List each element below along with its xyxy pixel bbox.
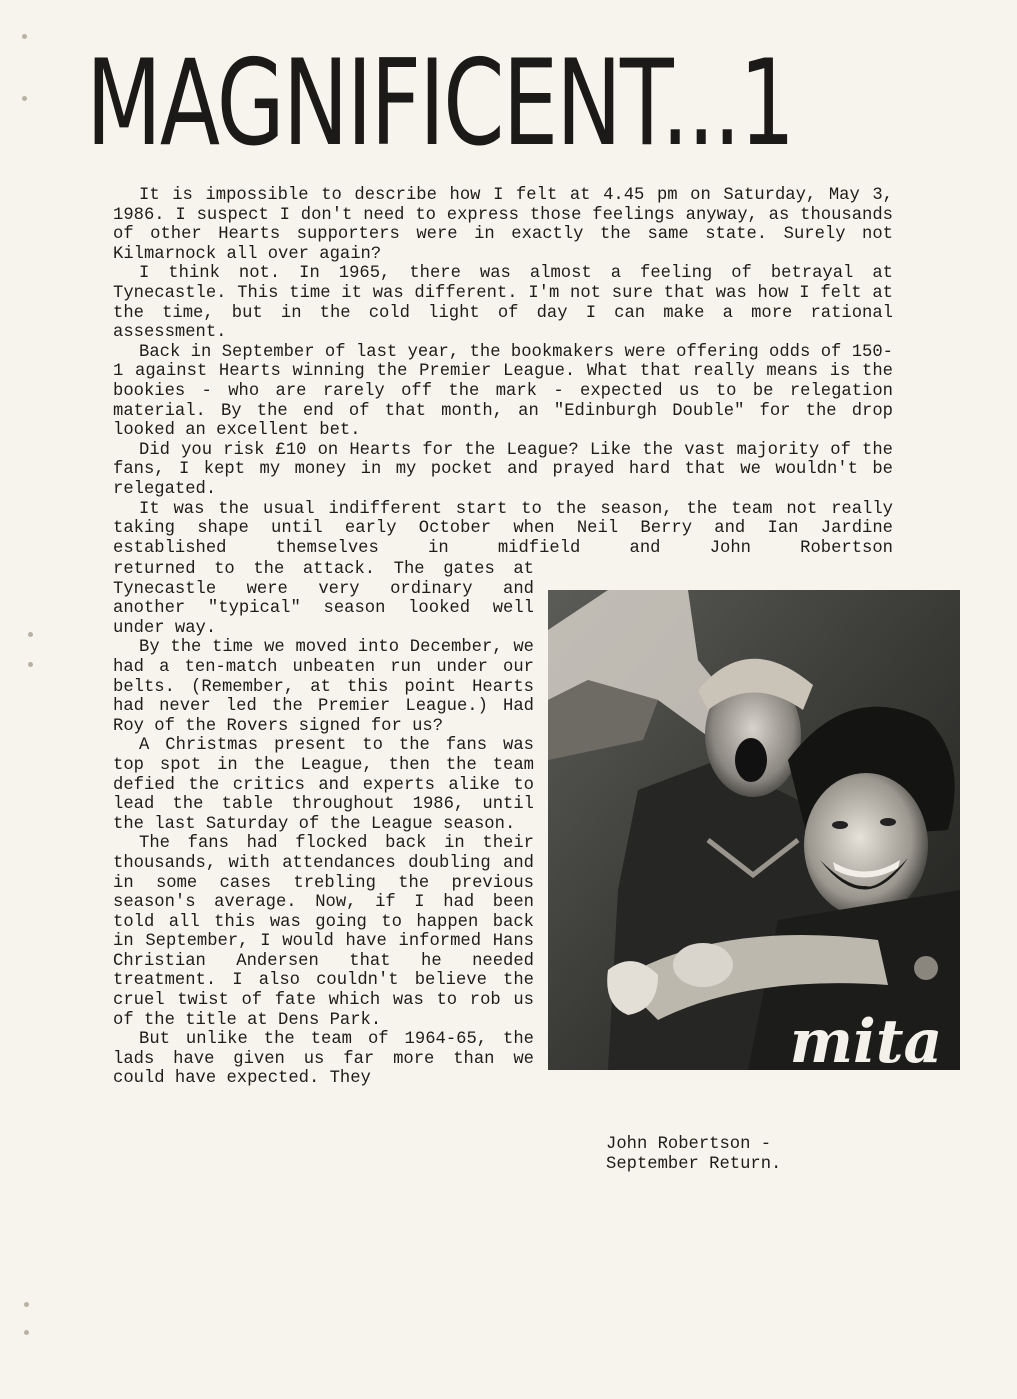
- article-intro: [113, 186, 893, 558]
- photo-caption: [606, 1135, 826, 1174]
- binding-hole: [22, 96, 27, 101]
- article-paragraph: It was the usual indifferent start to the season, the team not really taking shape until early October when Neil Berry and Ian Jardine established themselves in midfield and John Robertson: [113, 499, 893, 558]
- binding-hole: [24, 1330, 29, 1335]
- player-photo: [548, 590, 960, 1070]
- binding-hole: [22, 34, 27, 39]
- article-paragraph: But unlike the team of 1964-65, the lads have given us far more than we could have expected. They: [113, 1030, 534, 1089]
- binding-hole: [28, 632, 33, 637]
- article-paragraph: Did you risk £10 on Hearts for the League? Like the vast majority of the fans, I kept my money in my pocket and prayed hard that we wouldn't be relegated.: [113, 440, 893, 499]
- binding-hole: [24, 1302, 29, 1307]
- article-column: [113, 560, 534, 1089]
- article-paragraph: The fans had flocked back in their thousands, with attendances doubling and in some cases trebling the previous season's average. Now, if I had been told all this was going to happen back in September, I would have informed Hans Christian Andersen that he needed treatment. I also couldn't believe the cruel twist of fate which was to rob us of the title at Dens Park.: [113, 834, 534, 1030]
- article-paragraph: Back in September of last year, the bookmakers were offering odds of 150-1 against Hearts winning the Premier League. What that really means is the bookies - who are rarely off the mark - expected us to be relegation material. By the end of that month, an "Edinburgh Double" for the drop looked an excellent bet.: [113, 342, 893, 441]
- page-title: MAGNIFICENT...1: [86, 33, 794, 173]
- caption-line: John Robertson -: [606, 1135, 772, 1154]
- article-paragraph: It is impossible to describe how I felt at 4.45 pm on Saturday, May 3, 1986. I suspect I don't need to express those feelings anyway, as thousands of other Hearts supporters were in exactly the same state. Surely not Kilmarnock all over again?: [113, 186, 893, 264]
- sponsor-logo: mita: [789, 1007, 943, 1070]
- photo-illustration: [548, 590, 960, 1070]
- article-paragraph: I think not. In 1965, there was almost a feeling of betrayal at Tynecastle. This time it was different. I'm not sure that was how I felt at the time, but in the cold light of day I can make a more rational assessment.: [113, 264, 893, 343]
- binding-hole: [28, 662, 33, 667]
- caption-line: September Return.: [606, 1154, 782, 1174]
- article-paragraph: By the time we moved into December, we had a ten-match unbeaten run under our belts. (Remember, at this point Hearts had never led the Premier League.) Had Roy of the Rovers signed for us?: [113, 638, 534, 736]
- article-paragraph: A Christmas present to the fans was top spot in the League, then the team defied the critics and experts alike to lead the table throughout 1986, until the last Saturday of the League season.: [113, 736, 534, 834]
- article-paragraph: returned to the attack. The gates at Tynecastle were very ordinary and another "typical" season looked well under way.: [113, 560, 534, 638]
